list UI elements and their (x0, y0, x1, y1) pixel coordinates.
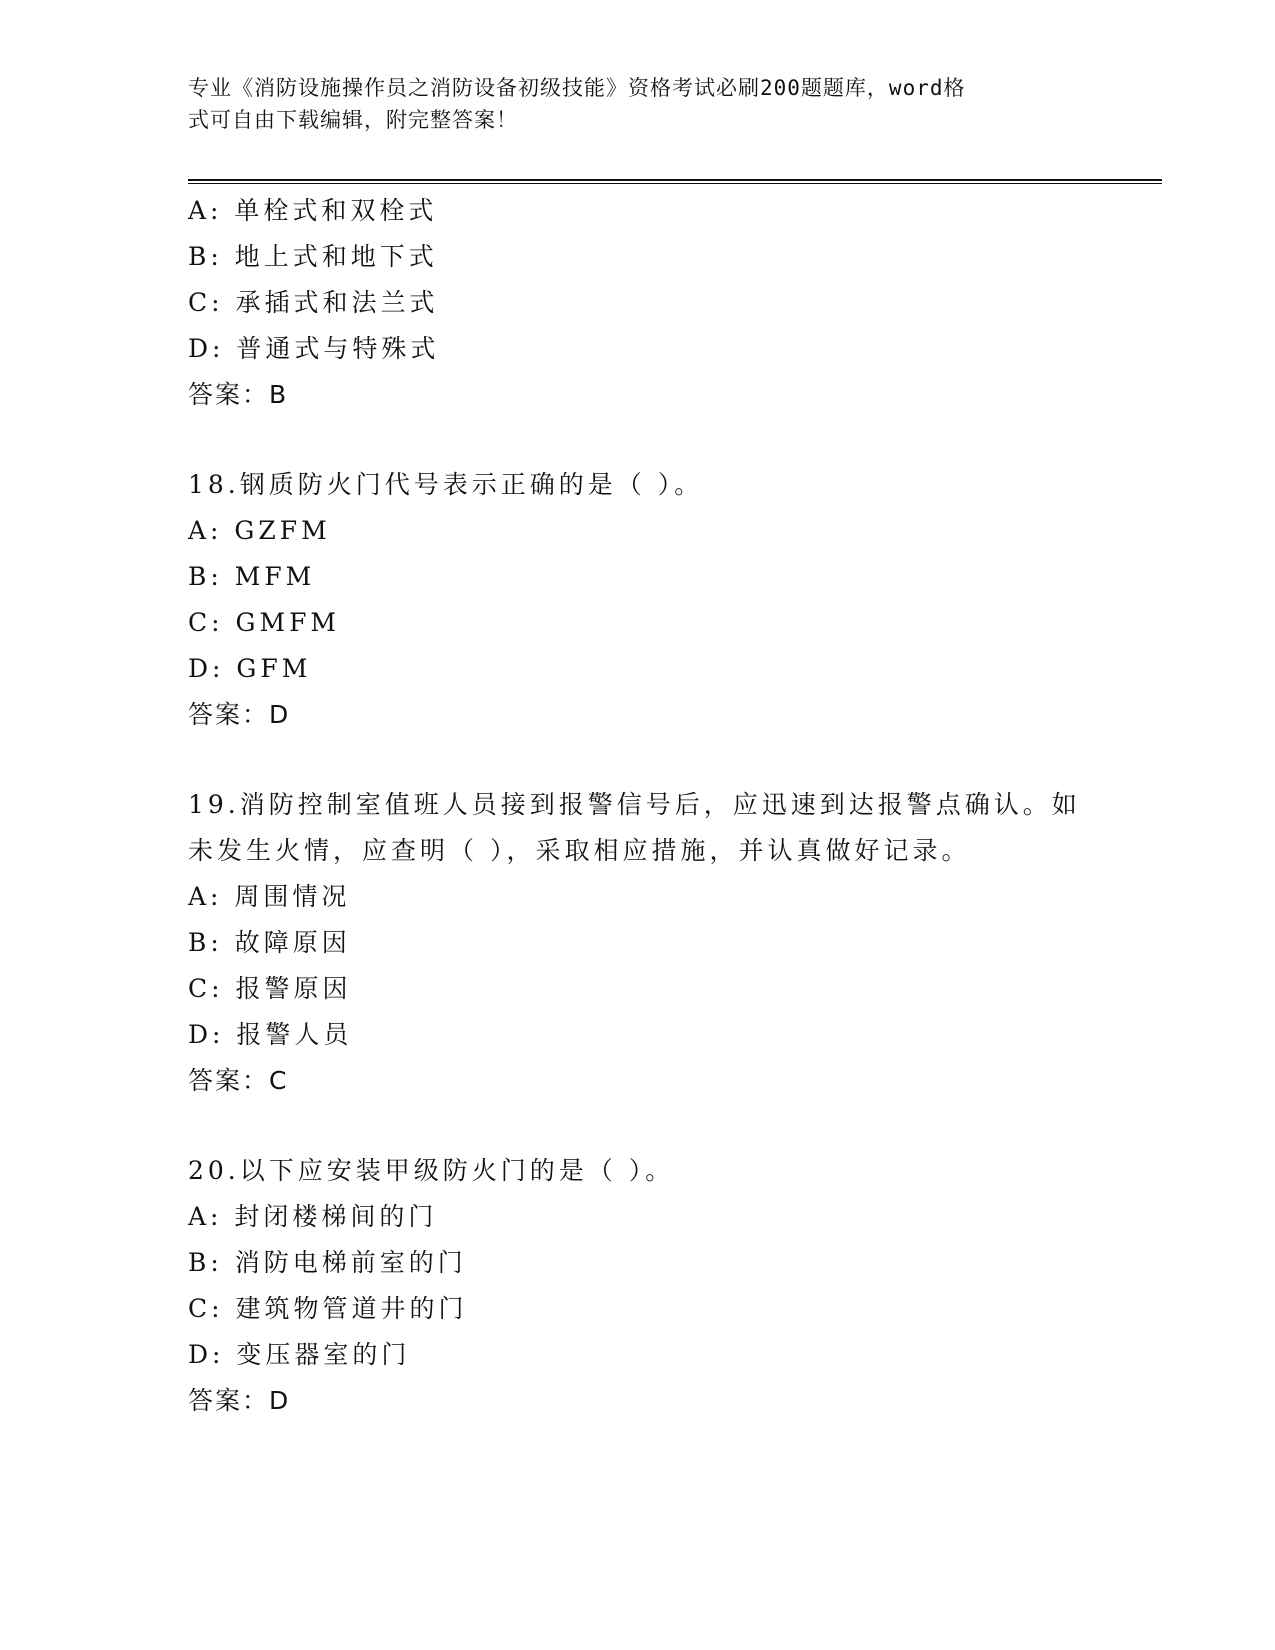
document-header (188, 72, 1088, 136)
question-text: 20.以下应安装甲级防火门的是（ ）。 (188, 1156, 675, 1185)
answer: 答案：B (188, 380, 289, 409)
question-19 (188, 782, 1148, 1104)
header-divider (188, 179, 1162, 184)
question-text-line-1: 19.消防控制室值班人员接到报警信号后，应迅速到达报警点确认。如 (188, 790, 1081, 819)
option-c: C: 报警原因 (188, 974, 352, 1003)
question-17 (188, 188, 1148, 418)
question-20 (188, 1148, 1148, 1424)
question-text: 18.钢质防火门代号表示正确的是（ ）。 (188, 470, 704, 499)
option-a: A: 单栓式和双栓式 (188, 196, 438, 225)
answer: 答案：D (188, 1386, 291, 1415)
option-b: B: MFM (188, 562, 316, 591)
question-list (188, 188, 1148, 1424)
option-b: B: 地上式和地下式 (188, 242, 438, 271)
header-line-1: 专业《消防设施操作员之消防设备初级技能》资格考试必刷200题题库，word格 (188, 76, 966, 100)
option-d: D: 报警人员 (188, 1020, 353, 1049)
option-d: D: GFM (188, 654, 312, 683)
option-c: C: 建筑物管道井的门 (188, 1294, 468, 1323)
option-d: D: 普通式与特殊式 (188, 334, 440, 363)
option-c: C: GMFM (188, 608, 341, 637)
option-a: A: 周围情况 (188, 882, 351, 911)
option-b: B: 故障原因 (188, 928, 351, 957)
option-a: A: 封闭楼梯间的门 (188, 1202, 438, 1231)
option-a: A: GZFM (188, 516, 331, 545)
option-c: C: 承插式和法兰式 (188, 288, 439, 317)
question-18 (188, 462, 1148, 738)
option-b: B: 消防电梯前室的门 (188, 1248, 467, 1277)
option-d: D: 变压器室的门 (188, 1340, 411, 1369)
header-line-2: 式可自由下载编辑，附完整答案！ (188, 108, 518, 132)
answer: 答案：D (188, 700, 291, 729)
question-text-line-2: 未发生火情，应查明（ ），采取相应措施，并认真做好记录。 (188, 836, 971, 865)
answer: 答案：C (188, 1066, 289, 1095)
